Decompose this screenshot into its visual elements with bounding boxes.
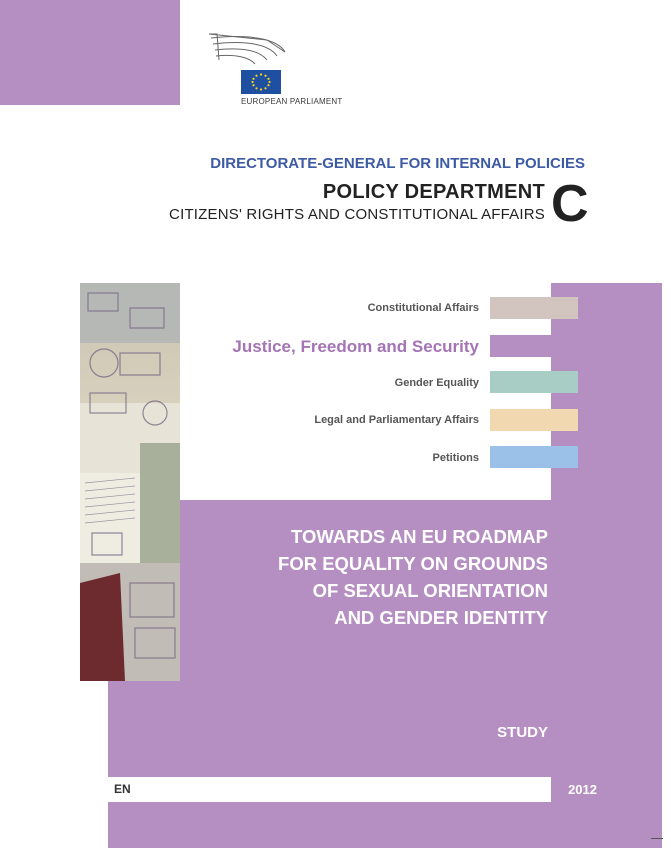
title-line: OF SEXUAL ORIENTATION [312, 580, 548, 601]
directorate-heading: DIRECTORATE-GENERAL FOR INTERNAL POLICIES [210, 155, 585, 172]
category-color-bar [490, 409, 578, 431]
category-constitutional-affairs: Constitutional Affairs [367, 302, 479, 314]
category-color-bar [490, 446, 578, 468]
title-line: FOR EQUALITY ON GROUNDS [278, 553, 548, 574]
language-bar [108, 777, 551, 802]
title-line: TOWARDS AN EU ROADMAP [291, 526, 548, 547]
category-justice-freedom-security: Justice, Freedom and Security [232, 337, 479, 356]
title-line: AND GENDER IDENTITY [334, 607, 548, 628]
category-color-bar [490, 335, 578, 357]
logo-org-name: EUROPEAN PARLIAMENT [241, 97, 343, 106]
language-code: EN [114, 782, 131, 796]
category-legal-parliamentary-affairs: Legal and Parliamentary Affairs [314, 414, 479, 426]
passport-stamps-photo [80, 283, 180, 681]
policy-department-heading: POLICY DEPARTMENT [322, 181, 545, 203]
category-color-bar [490, 371, 578, 393]
category-color-bar [490, 297, 578, 319]
category-gender-equality: Gender Equality [394, 377, 479, 389]
document-type: STUDY [497, 724, 548, 741]
corner-mark [651, 838, 663, 839]
category-petitions: Petitions [432, 452, 479, 464]
department-subtitle: CITIZENS' RIGHTS AND CONSTITUTIONAL AFFAIRS [169, 206, 545, 223]
document-title [200, 523, 548, 631]
publication-year: 2012 [568, 782, 597, 797]
top-left-purple-block [0, 0, 180, 105]
department-letter: C [551, 175, 589, 233]
